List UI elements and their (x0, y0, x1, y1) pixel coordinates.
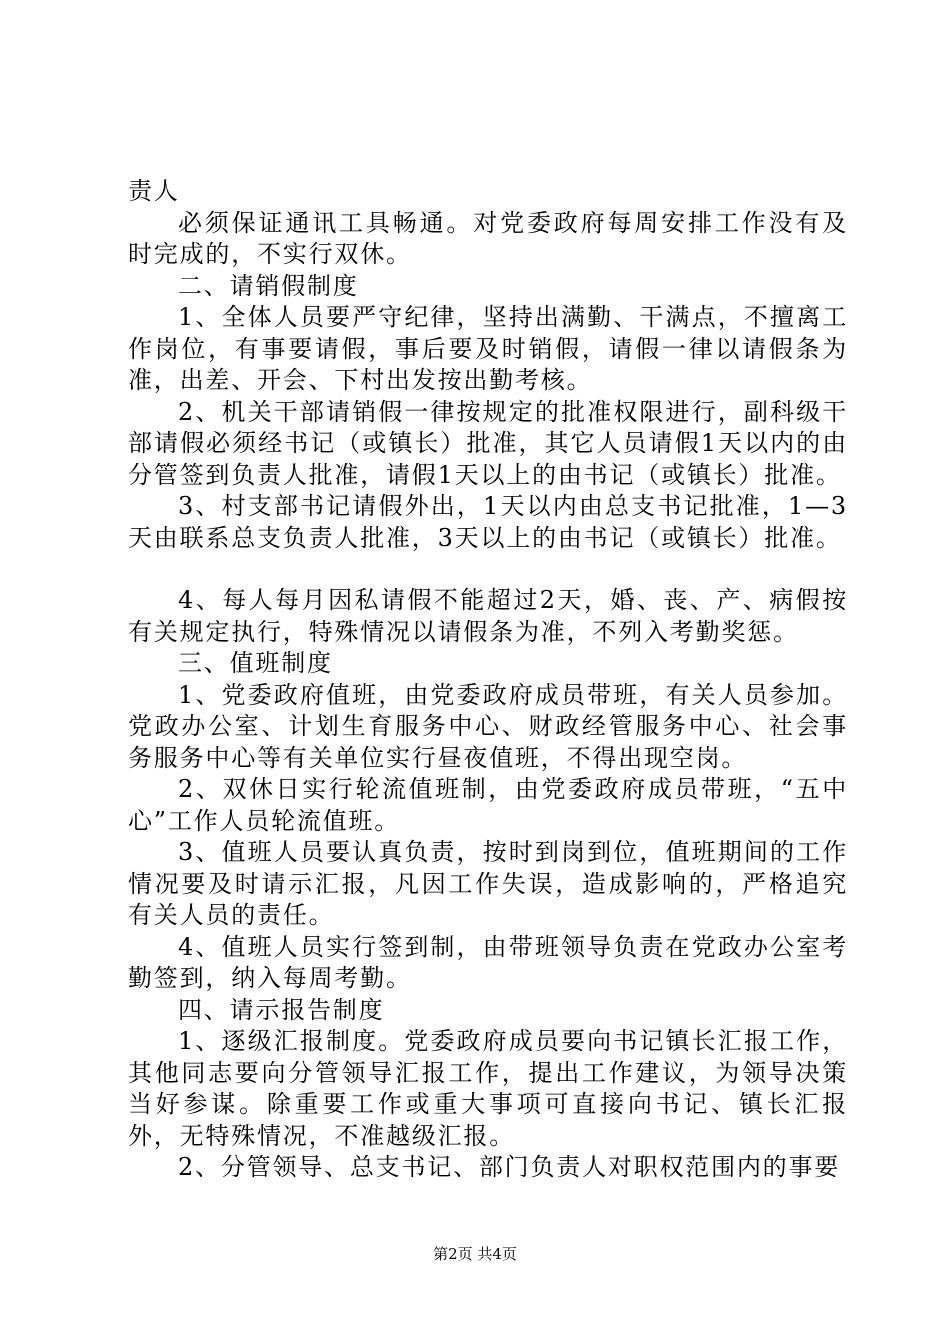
paragraph: 1、党委政府值班，由党委政府成员带班，有关人员参加。党政办公室、计划生育服务中心、财政经管服务中心、社会事务服务中心等有关单位实行昼夜值班，不得出现空岗。 (128, 680, 848, 772)
paragraph: 1、逐级汇报制度。党委政府成员要向书记镇长汇报工作，其他同志要向分管领导汇报工作，提出工作建议，为领导决策当好参谋。除重要工作或重大事项可直接向书记、镇长汇报外，无特殊情况，不准越级汇报。 (128, 1027, 848, 1150)
paragraph: 2、机关干部请销假一律按规定的批准权限进行，副科级干部请假必须经书记（或镇长）批准，其它人员请假1天以内的由分管签到负责人批准，请假1天以上的由书记（或镇长）批准。 (128, 397, 848, 489)
paragraph: 1、全体人员要严守纪律，坚持出满勤、干满点，不擅离工作岗位，有事要请假，事后要及时销假，请假一律以请假条为准，出差、开会、下村出发按出勤考核。 (128, 303, 848, 394)
paragraph: 责人 (128, 177, 180, 205)
paragraph: 4、每人每月因私请假不能超过2天，婚、丧、产、病假按有关规定执行，特殊情况以请假条为准，不列入考勤奖惩。 (128, 586, 848, 646)
page-number-footer: 第2页 共4页 (433, 1245, 517, 1263)
paragraph: 4、值班人员实行签到制，由带班领导负责在党政办公室考勤签到，纳入每周考勤。 (128, 932, 848, 992)
document-body (128, 176, 848, 1184)
paragraph: 2、分管领导、总支书记、部门负责人对职权范围内的事要 (178, 1153, 841, 1181)
blank-line (128, 554, 848, 585)
paragraph: 必须保证通讯工具畅通。对党委政府每周安排工作没有及时完成的，不实行双休。 (128, 208, 848, 268)
paragraph: 3、值班人员要认真负责，按时到岗到位，值班期间的工作情况要及时请示汇报，凡因工作失误，造成影响的，严格追究有关人员的责任。 (128, 838, 848, 929)
section-heading: 二、请销假制度 (178, 271, 359, 300)
paragraph: 3、村支部书记请假外出，1天以内由总支书记批准，1—3天由联系总支负责人批准，3天以上的由书记（或镇长）批准。 (128, 492, 848, 552)
section-heading: 四、请示报告制度 (178, 995, 385, 1024)
section-heading: 三、值班制度 (178, 649, 333, 677)
paragraph: 2、双休日实行轮流值班制，由党委政府成员带班，“五中心”工作人员轮流值班。 (128, 775, 848, 835)
